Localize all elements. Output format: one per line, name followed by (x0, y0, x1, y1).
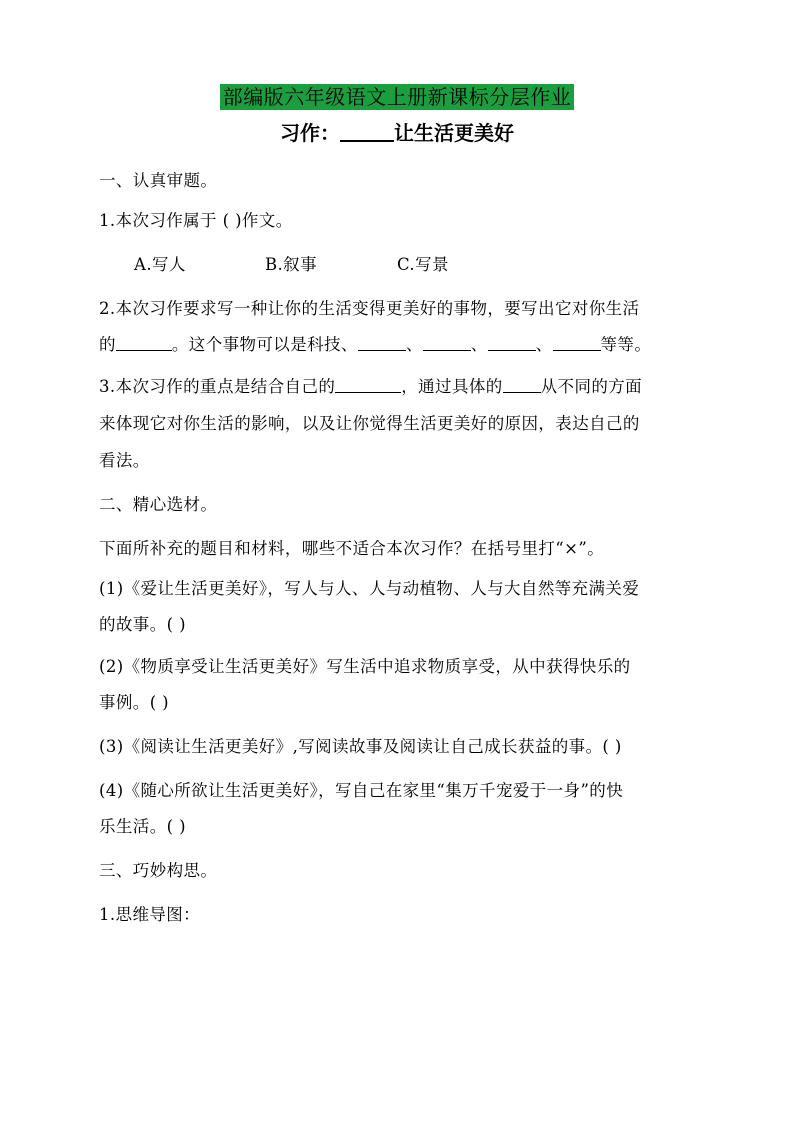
q2-sep-2: 、 (470, 335, 488, 354)
q2-text-end: 等等。 (600, 335, 652, 354)
q2-blank-4[interactable] (488, 334, 536, 351)
q2-blank-1[interactable] (116, 334, 172, 351)
q2-sep-3: 、 (535, 335, 553, 354)
q2-line2 (99, 334, 699, 356)
item-3-line1[interactable]: (3)《阅读让生活更美好》,写阅读故事及阅读让自己成长获益的事。( ) (99, 737, 622, 756)
q3-text-mid: ，通过具体的 (401, 377, 503, 396)
title-blank[interactable] (340, 122, 394, 142)
option-a[interactable]: A.写人 (134, 255, 186, 274)
mindmap-label: 1.思维导图： (99, 905, 201, 924)
title-prefix: 习作： (280, 121, 340, 145)
section-2-heading: 二、精心选材。 (99, 495, 218, 514)
q1-stem: 1.本次习作属于 ( )作文。 (99, 211, 293, 230)
title-suffix: 让生活更美好 (394, 121, 514, 145)
banner-text: 部编版六年级语文上册新课标分层作业 (220, 84, 575, 110)
header-banner (0, 84, 794, 110)
item-2-line1: (2)《物质享受让生活更美好》写生活中追求物质享受，从中获得快乐的 (99, 657, 631, 676)
item-2-line2[interactable]: 事例。( ) (99, 693, 170, 712)
q3-line3: 看法。 (99, 451, 150, 470)
section-3-heading: 三、巧妙构思。 (99, 861, 218, 880)
q3-text-end: 从不同的方面 (540, 377, 643, 396)
q3-line2: 来体现它对你生活的影响，以及让你觉得生活更美好的原因，表达自己的 (99, 414, 640, 433)
q2-sep-1: 、 (405, 335, 423, 354)
q3-blank-1[interactable] (335, 376, 401, 393)
q3-line1 (99, 376, 699, 398)
q3-blank-2[interactable] (503, 376, 541, 393)
item-1-line2[interactable]: 的故事。( ) (99, 615, 186, 634)
q2-blank-5[interactable] (553, 334, 601, 351)
item-1-line1: (1)《爱让生活更美好》，写人与人、人与动植物、人与大自然等充满关爱 (99, 579, 640, 598)
item-4-line2[interactable]: 乐生活。( ) (99, 817, 186, 836)
q2-blank-3[interactable] (423, 334, 471, 351)
option-b[interactable]: B.叙事 (265, 255, 317, 274)
q2-text-start: 的 (99, 335, 116, 354)
page-title (0, 120, 794, 146)
option-c[interactable]: C.写景 (397, 255, 449, 274)
section-1-heading: 一、认真审题。 (99, 171, 218, 190)
q2-blank-2[interactable] (358, 334, 406, 351)
q3-text-start: 3.本次习作的重点是结合自己的 (99, 377, 336, 396)
item-4-line1: (4)《随心所欲让生活更美好》，写自己在家里“集万千宠爱于一身”的快 (99, 781, 624, 800)
q2-text-mid: 。这个事物可以是科技、 (171, 335, 358, 354)
section-2-intro: 下面所补充的题目和材料，哪些不适合本次习作？在括号里打“×”。 (99, 539, 605, 558)
q2-line1: 2.本次习作要求写一种让你的生活变得更美好的事物，要写出它对你生活 (99, 299, 640, 318)
